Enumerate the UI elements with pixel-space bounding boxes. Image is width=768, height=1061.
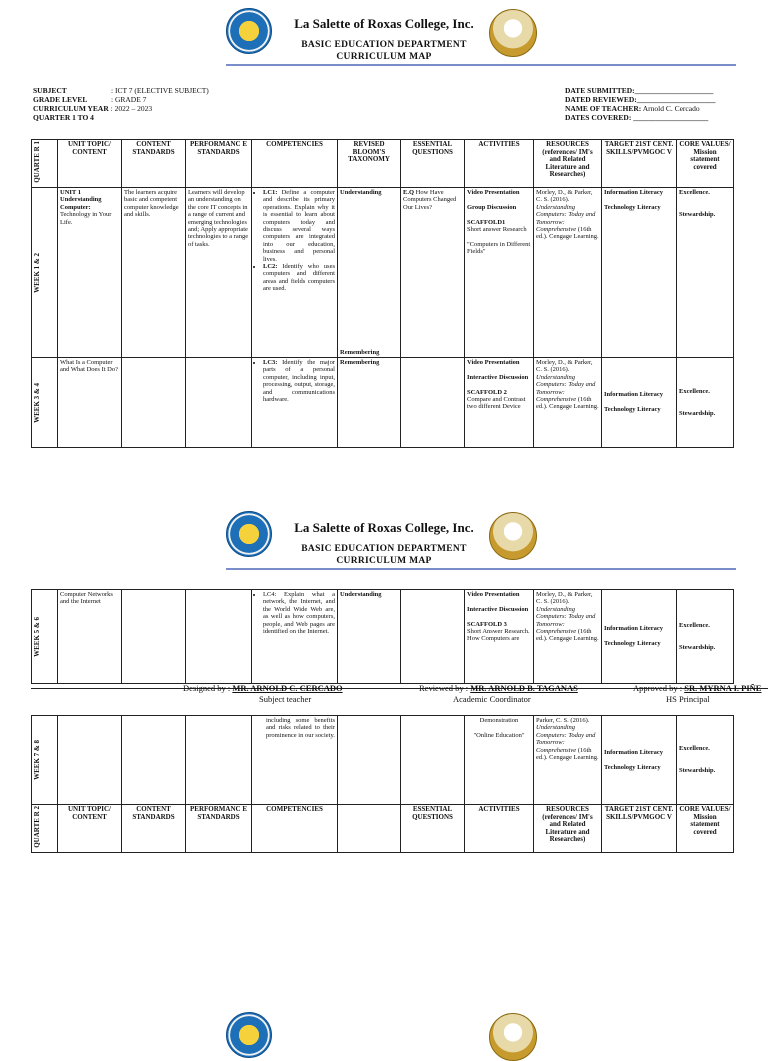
- col-header-activities: ACTIVITIES: [465, 805, 534, 853]
- unit-cell: [58, 716, 122, 805]
- essential-cell: [401, 590, 465, 684]
- competency-cell: including some benefits and risks related to their prominence in our society.: [252, 716, 338, 805]
- competency-cell: • LC1: Define a computer and describe its primary operations. Explain why it is essential to learn about computers today and discuss several ways computers are integrated into our education, business and personal lives. • LC2: Identify who uses computers and different areas and fields computers are used.: [252, 188, 338, 358]
- approved-role: HS Principal: [666, 694, 710, 704]
- col-header-activities: ACTIVITIES: [465, 140, 534, 188]
- col-header-values: CORE VALUES/ Mission statement covered: [677, 805, 734, 853]
- school-name: La Salette of Roxas College, Inc.: [294, 520, 474, 535]
- resources-cell: Morley, D., & Parker, C. S. (2016). Understanding Computers: Today and Tomorrow: Comprehensive (16th ed.). Cengage Learning.: [534, 188, 602, 358]
- col-header-essential: ESSENTIAL QUESTIONS: [401, 140, 465, 188]
- resources-cell: Morley, D., & Parker, C. S. (2016). Understanding Computers: Today and Tomorrow: Comprehensive (16th ed.). Cengage Learning.: [534, 590, 602, 684]
- teacher-label: NAME OF TEACHER:: [565, 104, 642, 113]
- col-header-essential: ESSENTIAL QUESTIONS: [401, 805, 465, 853]
- bloom-cell: [338, 716, 401, 805]
- content-std-cell: The learners acquire basic and competent computer knowledge and skills.: [122, 188, 186, 358]
- reviewer-name: MR. ARNOLD B. TAGANAS: [470, 683, 578, 693]
- col-header-skills: TARGET 21ST CENT. SKILLS/PVMGOC V: [602, 140, 677, 188]
- table-row-week-7-8: [32, 716, 734, 805]
- page-header-2: [0, 505, 768, 575]
- unit-cell: UNIT 1 Understanding Computer: Technology in Your Life.: [58, 188, 122, 358]
- col-header-perf-std: PERFORMANC E STANDARDS: [186, 805, 252, 853]
- resources-cell: Parker, C. S. (2016). Understanding Computers: Today and Tomorrow: Comprehensive (16th ed.). Cengage Learning.: [534, 716, 602, 805]
- grade-label: GRADE LEVEL: [33, 95, 88, 104]
- curriculum-table-1: [31, 139, 734, 448]
- values-cell: Excellence. Stewardship.: [677, 358, 734, 448]
- meta-left: [33, 86, 209, 122]
- table-header-row-q2: [32, 805, 734, 853]
- essential-cell: [401, 716, 465, 805]
- essential-cell: E.Q How Have Computers Changed Our Lives?: [401, 188, 465, 358]
- bloom-cell: Understanding: [338, 590, 401, 684]
- skills-cell: Information Literacy Technology Literacy: [602, 188, 677, 358]
- designed-role: Subject teacher: [259, 694, 312, 704]
- col-header-unit: UNIT TOPIC/ CONTENT: [58, 805, 122, 853]
- content-std-cell: [122, 716, 186, 805]
- header-divider: [226, 64, 736, 66]
- bloom-cell: Understanding Remembering: [338, 188, 401, 358]
- bloom-cell: Remembering: [338, 358, 401, 448]
- date-submitted: DATE SUBMITTED:_____________________: [565, 86, 714, 95]
- values-cell: Excellence. Stewardship.: [677, 590, 734, 684]
- skills-cell: Information Literacy Technology Literacy: [602, 590, 677, 684]
- col-header-competencies: COMPETENCIES: [252, 140, 338, 188]
- activities-cell: Video Presentation Interactive Discussion SCAFFOLD 3 Short Answer Research. How Computers are: [465, 590, 534, 684]
- document-title: CURRICULUM MAP: [336, 556, 432, 566]
- date-reviewed: DATED REVIEWED:_____________________: [565, 95, 716, 104]
- activities-cell: Video Presentation Group Discussion SCAFFOLD1 Short answer Research "Computers in Different Fields": [465, 188, 534, 358]
- col-header-competencies: COMPETENCIES: [252, 805, 338, 853]
- header-divider: [226, 568, 736, 570]
- col-header-quarter: QUARTE R 2: [32, 805, 58, 853]
- week-cell: WEEK 7 & 8: [32, 716, 58, 805]
- skills-cell: Information Literacy Technology Literacy: [602, 716, 677, 805]
- resources-cell: Morley, D., & Parker, C. S. (2016). Understanding Computers: Today and Tomorrow: Comprehensive (16th ed.). Cengage Learning.: [534, 358, 602, 448]
- col-header-bloom: [338, 805, 401, 853]
- dates-covered: DATES COVERED: ____________________: [565, 113, 709, 122]
- year-label: CURRICULUM YEAR: [33, 104, 109, 113]
- perf-std-cell: Learners will develop an understanding on the core IT concepts in a range of current and emerging technologies and; Apply appropriate technologies to a range of tasks.: [186, 188, 252, 358]
- subject-value: : ICT 7 (ELECTIVE SUBJECT): [111, 86, 209, 95]
- perf-std-cell: [186, 716, 252, 805]
- col-header-quarter: QUARTE R 1: [32, 140, 58, 188]
- designed-by: Designed by : MR. ARNOLD C. CERCADO: [183, 683, 343, 693]
- year-value: : 2022 – 2023: [110, 104, 153, 113]
- col-header-bloom: REVISED BLOOM'S TAXONOMY: [338, 140, 401, 188]
- skills-cell: Information Literacy Technology Literacy: [602, 358, 677, 448]
- reviewed-role: Academic Coordinator: [453, 694, 531, 704]
- meta-right: [565, 86, 716, 122]
- col-header-content-std: CONTENT STANDARDS: [122, 805, 186, 853]
- department-name: BASIC EDUCATION DEPARTMENT: [301, 40, 467, 50]
- grade-value: : GRADE 7: [111, 95, 147, 104]
- content-std-cell: [122, 590, 186, 684]
- col-header-resources: RESOURCES (references/ IM's and Related Literature and Researches): [534, 140, 602, 188]
- table-row-week-5-6: [32, 590, 734, 684]
- perf-std-cell: [186, 358, 252, 448]
- table-header-row: [32, 140, 734, 188]
- school-name: La Salette of Roxas College, Inc.: [294, 16, 474, 31]
- quarter-range: QUARTER 1 TO 4: [33, 113, 94, 122]
- teacher-value: Arnold C. Cercado: [641, 104, 700, 113]
- col-header-unit: UNIT TOPIC/ CONTENT: [58, 140, 122, 188]
- reviewed-by: Reviewed by : MR. ARNOLD B. TAGANAS: [419, 683, 578, 693]
- saint-portrait-icon: [489, 512, 537, 560]
- activities-cell: Demonstration "Online Education": [465, 716, 534, 805]
- designer-name: MR. ARNOLD C. CERCADO: [232, 683, 343, 693]
- competency-cell: • LC3: Identify the major parts of a personal computer, including input, processing, output, storage, and communications hardware.: [252, 358, 338, 448]
- unit-cell: What Is a Computer and What Does It Do?: [58, 358, 122, 448]
- school-seal-icon: [226, 1012, 272, 1058]
- saint-portrait-icon: [489, 1013, 537, 1061]
- values-cell: Excellence. Stewardship.: [677, 188, 734, 358]
- department-name: BASIC EDUCATION DEPARTMENT: [301, 544, 467, 554]
- content-std-cell: [122, 358, 186, 448]
- curriculum-table-3: [31, 715, 734, 853]
- activities-cell: Video Presentation Interactive Discussion SCAFFOLD 2 Compare and Contrast two different Device: [465, 358, 534, 448]
- approved-by: Approved by : SR. MYRNA I. PIÑE: [633, 683, 762, 693]
- values-cell: Excellence. Stewardship.: [677, 716, 734, 805]
- subject-label: SUBJECT: [33, 86, 67, 95]
- curriculum-table-2: [31, 589, 734, 684]
- page-header-1: [0, 0, 768, 70]
- week-cell: WEEK 5 & 6: [32, 590, 58, 684]
- essential-cell: [401, 358, 465, 448]
- week-cell: WEEK 1 & 2: [32, 188, 58, 358]
- perf-std-cell: [186, 590, 252, 684]
- competency-cell: • LC4: Explain what a network, the Internet, and the World Wide Web are, as well as how computers, people, and Web pages are identified on the Internet.: [252, 590, 338, 684]
- approver-name: SR. MYRNA I. PIÑE: [684, 683, 762, 693]
- col-header-skills: TARGET 21ST CENT. SKILLS/PVMGOC V: [602, 805, 677, 853]
- col-header-values: CORE VALUES/ Mission statement covered: [677, 140, 734, 188]
- col-header-resources: RESOURCES (references/ IM's and Related Literature and Researches): [534, 805, 602, 853]
- week-cell: WEEK 3 & 4: [32, 358, 58, 448]
- unit-cell: Computer Networks and the Internet: [58, 590, 122, 684]
- table-row-week-1-2: [32, 188, 734, 358]
- table-row-week-3-4: [32, 358, 734, 448]
- col-header-perf-std: PERFORMANC E STANDARDS: [186, 140, 252, 188]
- col-header-content-std: CONTENT STANDARDS: [122, 140, 186, 188]
- document-title: CURRICULUM MAP: [336, 52, 432, 62]
- saint-portrait-icon: [489, 9, 537, 57]
